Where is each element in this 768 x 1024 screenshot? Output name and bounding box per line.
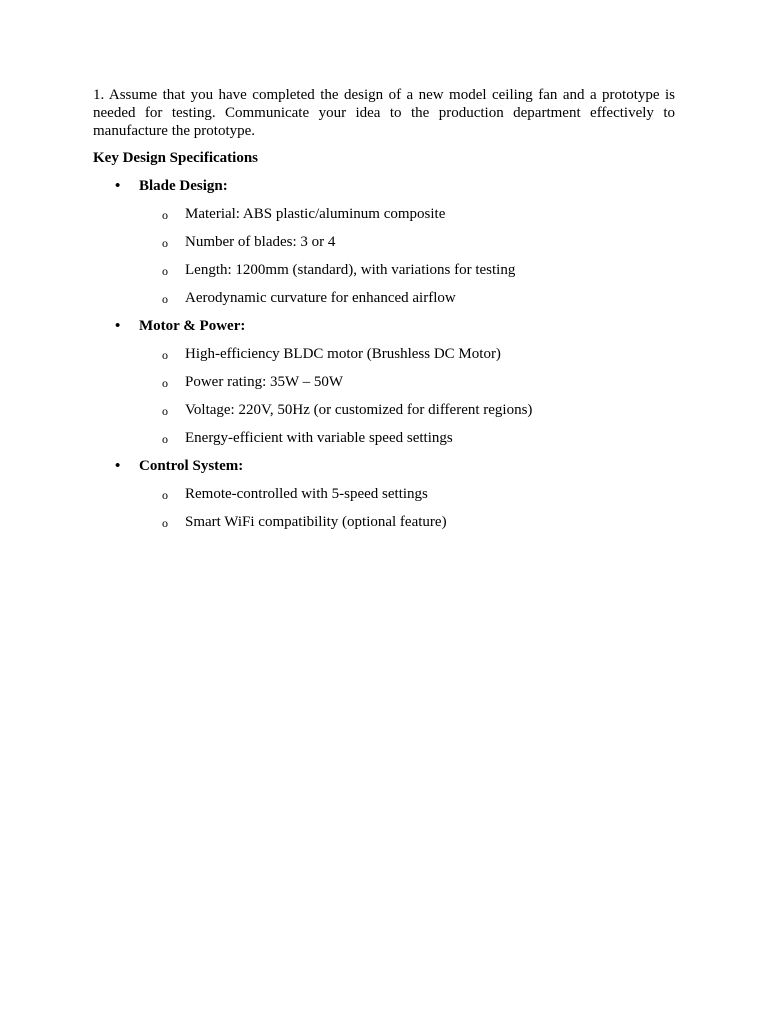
spec-list-item	[93, 280, 675, 308]
spec-section-title: Blade Design:	[139, 178, 228, 194]
spec-item-text: Smart WiFi compatibility (optional feature)	[185, 514, 447, 530]
spec-list-item	[93, 420, 675, 448]
spec-item-text: Energy-efficient with variable speed settings	[185, 430, 453, 446]
spec-item-text: Power rating: 35W – 50W	[185, 374, 344, 390]
circle-bullet-icon: o	[162, 348, 168, 362]
spec-list-item	[93, 476, 675, 504]
spec-item-text: Remote-controlled with 5-speed settings	[185, 486, 428, 502]
circle-bullet-icon: o	[162, 432, 168, 446]
specifications-list	[93, 168, 675, 532]
spec-item-text: Length: 1200mm (standard), with variations for testing	[185, 262, 516, 278]
spec-list-item	[93, 224, 675, 252]
circle-bullet-icon: o	[162, 404, 168, 418]
specifications-heading: Key Design Specifications	[93, 150, 258, 166]
spec-section-title: Motor & Power:	[139, 318, 246, 334]
spec-section	[93, 448, 675, 532]
spec-section-header	[93, 168, 675, 196]
circle-bullet-icon: o	[162, 488, 168, 502]
spec-list-item	[93, 252, 675, 280]
spec-section	[93, 308, 675, 448]
spec-section-title: Control System:	[139, 458, 244, 474]
bullet-icon: •	[115, 178, 121, 194]
spec-list-item	[93, 196, 675, 224]
spec-item-text: Material: ABS plastic/aluminum composite	[185, 206, 446, 222]
spec-list-item	[93, 364, 675, 392]
circle-bullet-icon: o	[162, 208, 168, 222]
document-body	[93, 86, 675, 532]
spec-item-text: Aerodynamic curvature for enhanced airflow	[185, 290, 456, 306]
circle-bullet-icon: o	[162, 376, 168, 390]
spec-list-item	[93, 336, 675, 364]
circle-bullet-icon: o	[162, 264, 168, 278]
spec-list-item	[93, 392, 675, 420]
bullet-icon: •	[115, 458, 121, 474]
circle-bullet-icon: o	[162, 292, 168, 306]
spec-list-item	[93, 504, 675, 532]
spec-section-header	[93, 448, 675, 476]
spec-item-text: High-efficiency BLDC motor (Brushless DC Motor)	[185, 346, 501, 362]
bullet-icon: •	[115, 318, 121, 334]
spec-item-text: Number of blades: 3 or 4	[185, 234, 336, 250]
spec-item-text: Voltage: 220V, 50Hz (or customized for different regions)	[185, 402, 533, 418]
circle-bullet-icon: o	[162, 516, 168, 530]
question-text: 1. Assume that you have completed the design of a new model ceiling fan and a prototype is needed for testing. Communicate your idea to the production department effectively to manufacture the prototype.	[93, 87, 675, 139]
spec-section-header	[93, 308, 675, 336]
spec-section	[93, 168, 675, 308]
circle-bullet-icon: o	[162, 236, 168, 250]
